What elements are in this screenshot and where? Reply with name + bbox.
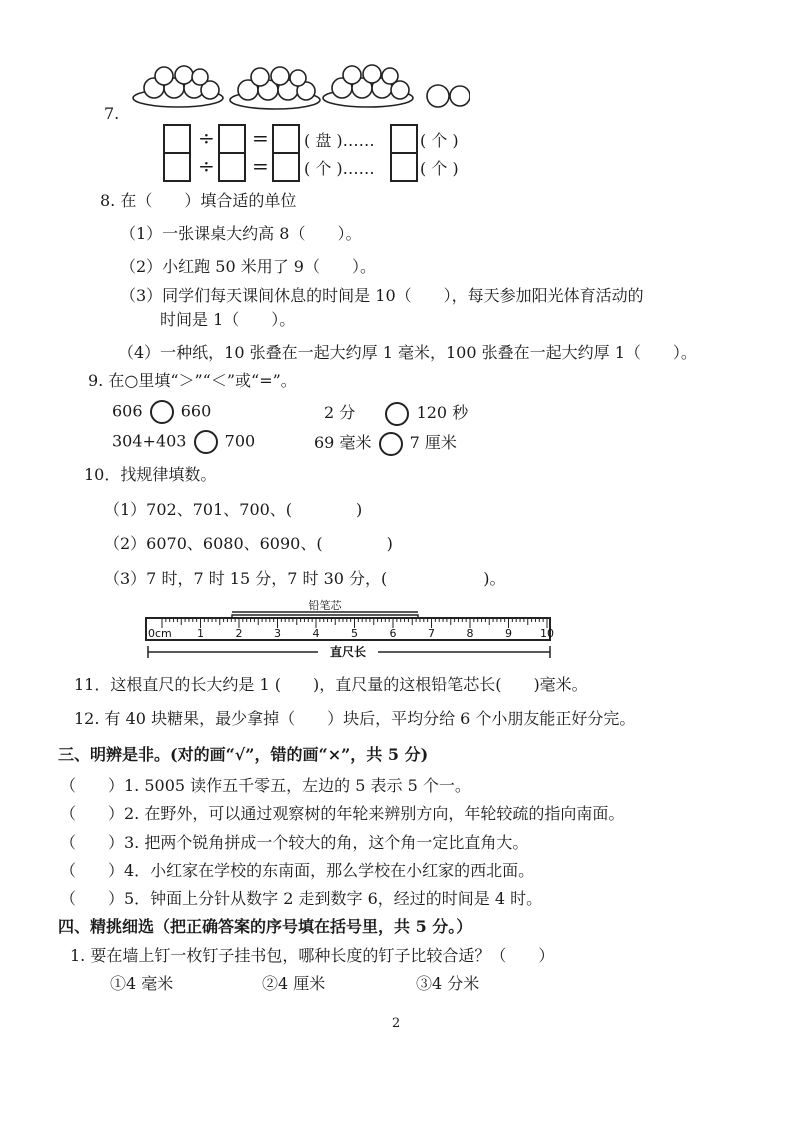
page-number: 2 [392,1016,401,1031]
compare-circle-4[interactable] [379,432,403,456]
ruler-tick-label: 1 [197,627,204,640]
ruler-tick-label: 6 [389,627,397,640]
section3-item-3: （ ）3. 把两个锐角拼成一个较大的角，这个角一定比直角大。 [60,833,529,852]
ruler-tick-label: 10 [540,627,554,640]
ruler-tick-label: 3 [274,627,281,640]
q7-row1-box4[interactable] [390,124,418,154]
section4-option-2[interactable]: ②4 厘米 [262,974,326,993]
section3-title: 三、明辨是非。(对的画“√”，错的画“×”，共 5 分) [58,745,429,764]
q7-row2-box3[interactable] [272,152,300,182]
q7-row1-box2[interactable] [218,124,246,154]
compare-circle-3[interactable] [194,430,218,454]
compare-circle-2[interactable] [385,402,409,426]
q9-left-1: 606 [112,401,143,421]
q9-right-3: 700 [224,431,256,451]
q7-row2-unit2: ( 个 ) [420,159,459,178]
q7-row1-unit1: ( 盘 )…… [304,131,375,150]
q11-text: 11．这根直尺的长大约是 1 ( )，直尺量的这根铅笔芯长( )毫米。 [74,675,588,694]
ruler-length-label: 直尺长 [329,645,367,659]
section3-item-5: （ ）5．钟面上分针从数字 2 走到数字 6，经过的时间是 4 时。 [60,889,543,908]
section3-item-1: （ ）1. 5005 读作五千零五，左边的 5 表示 5 个一。 [60,776,471,795]
q7-row1-unit2: ( 个 ) [420,131,459,150]
q7-number: 7. [104,104,120,123]
q7-row1-box3[interactable] [272,124,300,154]
q9-left-2: 2 分 [324,403,356,422]
q10-title: 10．找规律填数。 [84,465,217,484]
q8-title: 8. 在（ ）填合适的单位 [100,191,297,210]
ruler-tick-label: 7 [428,627,435,640]
q7-row2-div: ÷ [198,154,215,178]
q9-right-2: 120 秒 [416,403,469,422]
compare-circle-1[interactable] [150,400,174,424]
q9-right-4: 7 厘米 [409,433,457,452]
q9-right-1: 660 [180,401,212,421]
q7-row2-box1[interactable] [163,152,191,182]
q7-row2-box4[interactable] [390,152,418,182]
ruler-tick-label: 5 [351,627,358,640]
q7-row1-eq: = [252,126,269,150]
q10-item-2: （2）6070、6080、6090、( ) [104,534,393,553]
q7-row2-eq: = [252,154,269,178]
q8-item-3: （3）同学们每天课间休息的时间是 10（ ），每天参加阳光体育活动的 [120,286,644,305]
q7-row2-unit1: ( 个 )…… [304,159,375,178]
section4-option-1[interactable]: ①4 毫米 [110,974,174,993]
ruler-tick-label: 4 [312,627,320,640]
q9-compare-4 [314,430,457,456]
q9-title: 9. 在○里填“＞”“＜”或“=”。 [88,371,297,390]
q10-item-1: （1）702、701、700、( ) [104,500,363,519]
q8-item-1: （1）一张课桌大约高 8（ ）。 [120,224,362,243]
pencil-core-label: 铅笔芯 [308,599,342,612]
ruler-tick-label: 0cm [148,627,172,640]
q7-row1-box1[interactable] [163,124,191,154]
q9-compare-1 [112,400,211,424]
section4-title: 四、精挑细选（把正确答案的序号填在括号里，共 5 分。） [58,917,473,936]
q8-item-3-cont: 时间是 1（ ）。 [160,310,296,329]
section4-q1: 1. 要在墙上钉一枚钉子挂书包，哪种长度的钉子比较合适？（ ） [70,946,555,965]
q7-row2-box2[interactable] [218,152,246,182]
q12-text: 12. 有 40 块糖果，最少拿掉（ ）块后，平均分给 6 个小朋友能正好分完。 [74,709,636,728]
ruler-tick-label: 8 [466,627,474,640]
q8-item-4: （4）一种纸，10 张叠在一起大约厚 1 毫米，100 张叠在一起大约厚 1（ ）。 [118,343,697,362]
section3-item-2: （ ）2. 在野外，可以通过观察树的年轮来辨别方向，年轮较疏的指向南面。 [60,804,625,823]
ruler-illustration [140,598,560,662]
fruit-plates-illustration [130,62,470,112]
q10-item-3: （3）7 时，7 时 15 分，7 时 30 分，( )。 [104,569,506,588]
q9-compare-2 [324,400,468,426]
q7-row1-div: ÷ [198,126,215,150]
section3-item-4: （ ）4．小红家在学校的东南面，那么学校在小红家的西北面。 [60,861,535,880]
ruler-tick-label: 2 [235,627,243,640]
q9-left-3: 304+403 [112,431,187,451]
q9-left-4: 69 毫米 [314,433,372,452]
section4-option-3[interactable]: ③4 分米 [416,974,480,993]
q9-compare-3 [112,430,255,454]
ruler-tick-label: 9 [505,627,512,640]
q8-item-2: （2）小红跑 50 米用了 9（ ）。 [120,257,376,276]
